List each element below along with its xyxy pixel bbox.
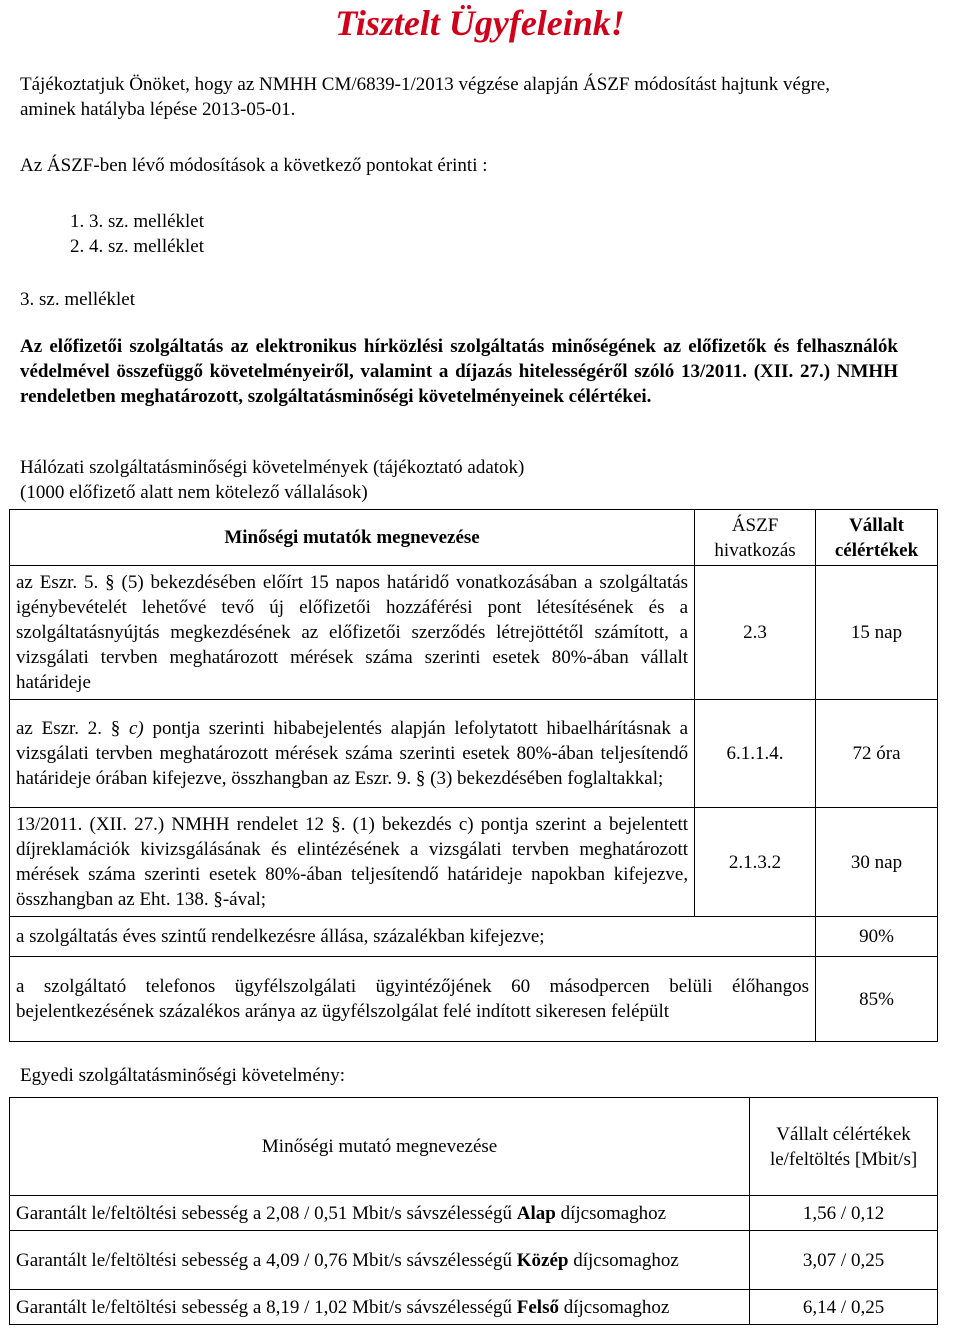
indicator-description: az Eszr. 5. § (5) bekezdésében előírt 15 napos határidő vonatkozásában a szolgáltatás igénybevételét lehetővé tevő új előfizetői hozzáférési pont létesítésének és a szolgáltatásnyújtás megkezdésének az előfizetői szerződés létrejöttétől számított, a vizsgálati tervben meghatározott mérések száma szerinti esetek 80%-ában vállalt határideje: [10, 566, 695, 700]
indicator-description: az Eszr. 2. § c) pontja szerinti hibabejelentés alapján lefolytatott hibaelhárításnak a vizsgálati tervben meghatározott mérések száma szerinti esetek 80%-ában teljesítendő határideje órában kifejezve, összhangban az Eszr. 9. § (3) bekezdésében foglaltakkal;: [10, 700, 695, 808]
aszf-ref: 6.1.1.4.: [695, 700, 816, 808]
header-indicator-name: Minőségi mutatók megnevezése: [10, 510, 695, 566]
table-row: [10, 566, 938, 700]
header-target-values: Vállalt célértékek le/feltöltés [Mbit/s]: [750, 1098, 938, 1196]
target-value: 85%: [816, 957, 938, 1042]
intro-paragraph: Tájékoztatjuk Önöket, hogy az NMHH CM/6839-1/2013 végzése alapján ÁSZF módosítást hajtunk végre, aminek hatályba lépése 2013-05-01.: [20, 74, 830, 120]
target-value: 72 óra: [816, 700, 938, 808]
changes-item-2: 2. 4. sz. melléklet: [70, 236, 205, 257]
indicator-description: a szolgáltatás éves szintű rendelkezésre állása, százalékban kifejezve;: [10, 917, 816, 957]
package-name: Közép: [516, 1249, 569, 1271]
speed-target-value: 6,14 / 0,25: [750, 1290, 938, 1325]
network-subheading: (1000 előfizető alatt nem kötelező vállalások): [20, 482, 368, 503]
aszf-ref: 2.1.3.2: [695, 808, 816, 917]
annex-title: 3. sz. melléklet: [20, 289, 136, 310]
package-name: Felső: [516, 1296, 559, 1318]
header-aszf-ref: ÁSZF hivatkozás: [695, 510, 816, 566]
annex-description: Az előfizetői szolgáltatás az elektronikus hírközlési szolgáltatás minőségének az előfizetők és felhasználók védelmével összefüggő követelményeiről, valamint a díjazás hitelességéről szóló 13/2011. (XII. 27.) NMHH rendeletben meghatározott, szolgáltatásminőségi követelményeinek célértékei.: [20, 336, 898, 407]
individual-quality-table: [9, 1097, 938, 1325]
aszf-ref: 2.3: [695, 566, 816, 700]
changes-heading: Az ÁSZF-ben lévő módosítások a következő pontokat érinti :: [20, 155, 488, 176]
page-title: Tisztelt Ügyfeleink!: [335, 3, 625, 43]
network-heading: Hálózati szolgáltatásminőségi követelmények (tájékoztató adatok): [20, 457, 525, 478]
table-row: [10, 808, 938, 917]
table-row: [10, 1231, 938, 1290]
target-value: 30 nap: [816, 808, 938, 917]
table-row: [10, 917, 938, 957]
package-name: Alap: [516, 1202, 556, 1224]
target-value: 15 nap: [816, 566, 938, 700]
indicator-description: 13/2011. (XII. 27.) NMHH rendelet 12 §. (1) bekezdés c) pontja szerint a bejelentett díjreklamációk kivizsgálásának és elintézésének a vizsgálati tervben meghatározott mérések száma szerinti esetek 80%-ában teljesítendő határideje napokban kifejezve, összhangban az Eht. 138. §-ával;: [10, 808, 695, 917]
speed-description: Garantált le/feltöltési sebesség a 8,19 / 1,02 Mbit/s sávszélességű Felső díjcsomaghoz: [10, 1290, 750, 1325]
individual-heading: Egyedi szolgáltatásminőségi követelmény:: [20, 1065, 346, 1086]
target-value: 90%: [816, 917, 938, 957]
speed-description: Garantált le/feltöltési sebesség a 4,09 / 0,76 Mbit/s sávszélességű Közép díjcsomaghoz: [10, 1231, 750, 1290]
header-indicator-name: Minőségi mutató megnevezése: [10, 1098, 750, 1196]
table-row: [10, 1290, 938, 1325]
table-row: [10, 700, 938, 808]
speed-description: Garantált le/feltöltési sebesség a 2,08 / 0,51 Mbit/s sávszélességű Alap díjcsomaghoz: [10, 1196, 750, 1231]
table-header-row: [10, 510, 938, 566]
changes-item-1: 1. 3. sz. melléklet: [70, 211, 205, 232]
speed-target-value: 3,07 / 0,25: [750, 1231, 938, 1290]
table-header-row: [10, 1098, 938, 1196]
network-quality-table: [9, 509, 938, 1042]
table-row: [10, 957, 938, 1042]
speed-target-value: 1,56 / 0,12: [750, 1196, 938, 1231]
indicator-description: a szolgáltató telefonos ügyfélszolgálati ügyintézőjének 60 másodpercen belüli élőhangos bejelentkezésének százalékos aránya az ügyfélszolgálat felé indított sikeresen felépült: [10, 957, 816, 1042]
header-target-values: Vállalt célértékek: [816, 510, 938, 566]
table-row: [10, 1196, 938, 1231]
